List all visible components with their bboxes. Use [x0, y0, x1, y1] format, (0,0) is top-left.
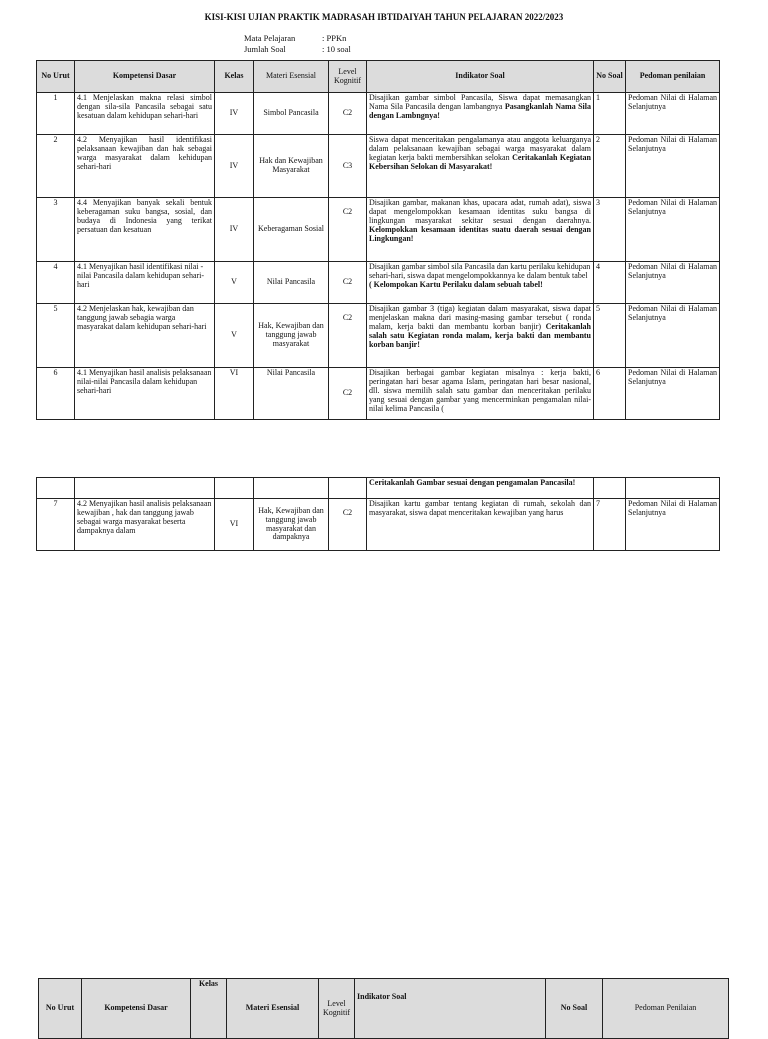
row-pedoman: Pedoman Nilai di Halaman Selanjutnya — [626, 304, 720, 368]
row-nosoal: 3 — [594, 198, 626, 262]
row-kd: 4.2 Menjelaskan hak, kewajiban dan tanggung jawab sebagia warga masyarakat dalam kehidupan sehari-hari — [75, 304, 215, 368]
row-nosoal: 4 — [594, 262, 626, 304]
row-kelas: VI — [215, 499, 254, 551]
kisi-kisi-table-next-page — [38, 978, 729, 1039]
table-row-continuation — [37, 478, 720, 499]
col-header-indikator: Indikator Soal — [355, 979, 546, 1039]
kisi-kisi-table — [36, 60, 720, 420]
indikator-text: Disajikan gambar, makanan khas, upacara adat, rumah adat), siswa dapat mengelompokkan kesamaan identitas suku bangsa di lingkungan masyarakat sekitar sesuai dengan daerahnya. — [369, 198, 591, 225]
row-nosoal: 2 — [594, 135, 626, 198]
kisi-kisi-table-continued — [36, 477, 720, 551]
indikator-instruction: Kelompokkan kesamaan identitas suatu daerah sesuai dengan Lingkungan! — [369, 224, 591, 243]
row-materi: Nilai Pancasila — [254, 368, 329, 420]
row-pedoman: Pedoman Nilai di Halaman Selanjutnya — [626, 198, 720, 262]
row-indikator — [367, 135, 594, 198]
meta-value: : PPKn — [322, 33, 347, 43]
col-header-pedoman: Pedoman Penilaian — [603, 979, 729, 1039]
indikator-text: Disajikan gambar 3 (tiga) kegiatan dalam masyarakat, siswa dapat menjelaskan makna dari masing-masing gambar tersebut ( ronda malam, kerja bakti dan membantu korban banjir) — [369, 304, 591, 331]
table-row — [37, 93, 720, 135]
indikator-instruction: Pasangkanlah Nama Sila dengan Lambngnya! — [369, 101, 591, 120]
row-pedoman: Pedoman Nilai di Halaman Selanjutnya — [626, 262, 720, 304]
row-materi: Hak, Kewajiban dan tanggung jawab masyarakat dan dampaknya — [254, 499, 329, 551]
row-pedoman: Pedoman Nilai di Halaman Selanjutnya — [626, 499, 720, 551]
table-row — [37, 198, 720, 262]
table-row — [37, 368, 720, 420]
row-level: C3 — [329, 135, 367, 198]
indikator-instruction: Ceritakanlah Kegiatan Kebersihan Selokan di Masyarakat! — [369, 152, 592, 171]
indikator-text: Disajikan berbagai gambar kegiatan misalnya : kerja bakti, peringatan hari besar agama Islam, peringatan hari besar nasional, dll. siswa memilih salah satu gambar dan menceritakan perilaku yang sesuai dengan gambar yang mencerminkan pengamalan nilai-nilai kelima Pancasila ( — [369, 368, 591, 413]
row-kd: 4.2 Menyajikan hasil analisis pelaksanaan kewajiban , hak dan tanggung jawab sebagai warga masyarakat beserta dampaknya dalam — [75, 499, 215, 551]
col-header-no: No Urut — [37, 61, 75, 93]
row-no: 4 — [37, 262, 75, 304]
row-no: 7 — [37, 499, 75, 551]
table-row — [37, 499, 720, 551]
col-header-kd: Kompetensi Dasar — [82, 979, 191, 1039]
table-row — [37, 304, 720, 368]
row-nosoal: 7 — [594, 499, 626, 551]
col-header-level: Level Kognitif — [319, 979, 355, 1039]
row-indikator: Disajikan kartu gambar tentang kegiatan di rumah, sekolah dan masyarakat, siswa dapat menceritakan kewajiban yang harus — [367, 499, 594, 551]
row-indikator — [367, 262, 594, 304]
indikator-instruction: Ceritakanlah Gambar sesuai dengan pengamalan Pancasila! — [367, 478, 594, 499]
col-header-nosoal: No Soal — [546, 979, 603, 1039]
row-kelas: V — [215, 262, 254, 304]
row-kelas: IV — [215, 135, 254, 198]
col-header-level: Level Kognitif — [329, 61, 367, 93]
row-no: 2 — [37, 135, 75, 198]
row-materi: Hak dan Kewajiban Masyarakat — [254, 135, 329, 198]
row-nosoal: 5 — [594, 304, 626, 368]
row-materi: Keberagaman Sosial — [254, 198, 329, 262]
row-kelas: IV — [215, 93, 254, 135]
row-level: C2 — [329, 499, 367, 551]
row-kd: 4.1 Menjelaskan makna relasi simbol dengan sila-sila Pancasila sebagai satu kesatuan dalam kehidupan sehari-hari — [75, 93, 215, 135]
indikator-text: Siswa dapat menceritakan pengalamanya atau anggota keluarganya dalam pelaksanaan kewajiban sebagai warga masyarakat dalam kegiatan kerja bakti membersihkan selokan — [369, 135, 591, 162]
row-pedoman: Pedoman Nilai di Halaman Selanjutnya — [626, 93, 720, 135]
table-header-row — [37, 61, 720, 93]
row-no: 1 — [37, 93, 75, 135]
row-materi: Simbol Pancasila — [254, 93, 329, 135]
row-kd: 4.2 Menyajikan hasil identifikasi pelaksanaan kewajiban dan hak sebagai warga masyarakat dalam kehidupan sehari-hari — [75, 135, 215, 198]
col-header-materi: Materi Esensial — [254, 61, 329, 93]
row-indikator — [367, 304, 594, 368]
row-kelas: VI — [215, 368, 254, 420]
row-nosoal: 6 — [594, 368, 626, 420]
col-header-pedoman: Pedoman penilaian — [626, 61, 720, 93]
col-header-nosoal: No Soal — [594, 61, 626, 93]
row-indikator — [367, 198, 594, 262]
col-header-no: No Urut — [39, 979, 82, 1039]
row-kd: 4.4 Menyajikan banyak sekali bentuk keberagaman suku bangsa, sosial, dan budaya di Indonesia yang terikat persatuan dan kesatuan — [75, 198, 215, 262]
row-kd: 4.1 Menyajikan hasil identifikasi nilai -nilai Pancasila dalam kehidupan sehari-hari — [75, 262, 215, 304]
row-pedoman: Pedoman Nilai di Halaman Selanjutnya — [626, 135, 720, 198]
row-level: C2 — [329, 198, 367, 262]
row-kelas: IV — [215, 198, 254, 262]
row-no: 6 — [37, 368, 75, 420]
meta-label: Mata Pelajaran — [244, 33, 296, 43]
col-header-kelas: Kelas — [191, 979, 227, 1039]
indikator-instruction: ( Kelompokan Kartu Perilaku dalam sebuah tabel! — [369, 279, 543, 289]
row-no: 3 — [37, 198, 75, 262]
indikator-text: Disajikan gambar simbol sila Pancasila dan kartu perilaku kehidupan sehari-hari, siswa dapat mengelompokkannya ke dalam bentuk tabel — [369, 262, 591, 280]
table-row — [37, 262, 720, 304]
row-level: C2 — [329, 368, 367, 420]
col-header-materi: Materi Esensial — [227, 979, 319, 1039]
meta-subject — [244, 33, 346, 43]
row-pedoman: Pedoman Nilai di Halaman Selanjutnya — [626, 368, 720, 420]
indikator-instruction: Ceritakanlah salah satu Kegiatan ronda malam, kerja bakti dan membantu korban banjir! — [369, 321, 591, 349]
row-kd: 4.1 Menyajikan hasil analisis pelaksanaan nilai-nilai Pancasila dalam kehidupan sehari-hari — [75, 368, 215, 420]
row-materi: Nilai Pancasila — [254, 262, 329, 304]
meta-count — [244, 44, 351, 54]
row-indikator — [367, 368, 594, 420]
row-indikator — [367, 93, 594, 135]
col-header-kd: Kompetensi Dasar — [75, 61, 215, 93]
row-level: C2 — [329, 304, 367, 368]
col-header-kelas: Kelas — [215, 61, 254, 93]
indikator-text: Disajikan gambar simbol Pancasila, Siswa dapat memasangkan Nama Sila Pancasila dengan lambangnya — [369, 93, 591, 111]
meta-label: Jumlah Soal — [244, 44, 286, 54]
table-header-row — [39, 979, 729, 1039]
table-row — [37, 135, 720, 198]
row-no: 5 — [37, 304, 75, 368]
row-nosoal: 1 — [594, 93, 626, 135]
row-level: C2 — [329, 262, 367, 304]
col-header-indikator: Indikator Soal — [367, 61, 594, 93]
meta-value: : 10 soal — [322, 44, 351, 54]
row-materi: Hak, Kewajiban dan tanggung jawab masyarakat — [254, 304, 329, 368]
row-kelas: V — [215, 304, 254, 368]
row-level: C2 — [329, 93, 367, 135]
document-title: KISI-KISI UJIAN PRAKTIK MADRASAH IBTIDAIYAH TAHUN PELAJARAN 2022/2023 — [204, 12, 564, 22]
